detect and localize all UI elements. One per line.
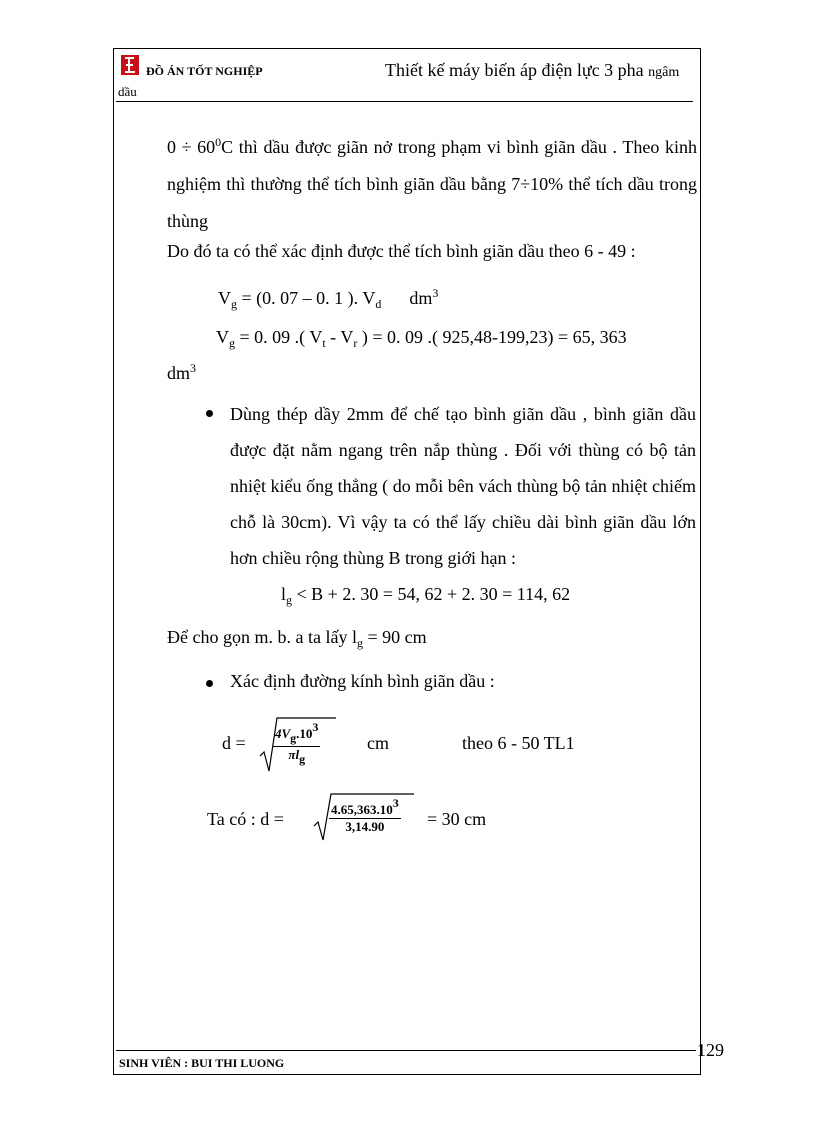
- paragraph-chosen-length: Để cho gọn m. b. a ta lấy $l_g = 90$ cm: [167, 627, 427, 650]
- equation-result-rhs: = 30 cm: [427, 809, 487, 829]
- logo-icon: [120, 54, 140, 76]
- header-project-label: ĐỒ ÁN TỐT NGHIỆP: [146, 64, 263, 78]
- paragraph-intro: $0 \div 60^0C$ thì dầu được giãn nở trong phạm vi bình giãn dầu . Theo kinh nghiệm thì thường thể tích bình giãn dầu bằng 7÷10% thể tích dầu trong thùng: [167, 135, 697, 231]
- equation-result-lhs: Ta có : d =: [207, 809, 284, 829]
- paragraph-formula-ref: Do đó ta có thể xác định được thể tích bình giãn dầu theo 6 - 49 :: [167, 241, 636, 261]
- equation-length-limit: $l_g < B + 2$. 30 = 54, 62 + 2. 30 = 114, 62: [281, 584, 571, 607]
- bullet-icon: [206, 410, 213, 417]
- bullet-item-tank-material: Dùng thép dầy 2mm để chế tạo bình giãn dầu , bình giãn dầu được đặt nằm ngang trên nắp thùng . Đối với thùng có bộ tản nhiệt kiểu ống thẳng ( do mỗi bên vách thùng bộ tản nhiệt chiếm chỗ là 30cm). Vì vậy ta có thể lấy chiều dài bình giãn dầu lớn hơn chiều rộng thùng B trong giới hạn :: [230, 404, 696, 568]
- footer-divider: [116, 1050, 696, 1051]
- header-title: Thiết kế máy biến áp điện lực 3 pha ngâm: [385, 60, 680, 80]
- equation-d-fraction: $\frac{4V_g.10^3}{\pi l_g}$: [275, 720, 319, 766]
- equation-result-fraction: $\frac{4.65,363.10^3}{3,14.90}$: [331, 796, 399, 834]
- equation-d-reference: theo 6 - 50 TL1: [462, 733, 575, 753]
- footer-student: SINH VIÊN : BUI THI LUONG: [119, 1056, 285, 1070]
- page-number: 129: [697, 1040, 724, 1060]
- equation-d-unit: cm: [367, 733, 389, 753]
- equation-vg-value: $V_g = 0$. 09 .( $V_t - V_r$ ) = 0. 09 .( 925,48-199,23) = 65, 363: [216, 327, 627, 350]
- equation-vg-unit: $dm^3$: [167, 361, 197, 383]
- header-title-wrap: dầu: [118, 84, 137, 99]
- bullet-icon: [206, 680, 213, 687]
- equation-d-lhs: d =: [222, 733, 246, 753]
- header-divider: [116, 101, 693, 102]
- equation-vg-range: $V_g = (0$. 07 – 0. 1 ). $V_d$ $dm^3$: [218, 286, 439, 311]
- bullet-item-diameter: Xác định đường kính bình giãn dầu :: [230, 671, 495, 691]
